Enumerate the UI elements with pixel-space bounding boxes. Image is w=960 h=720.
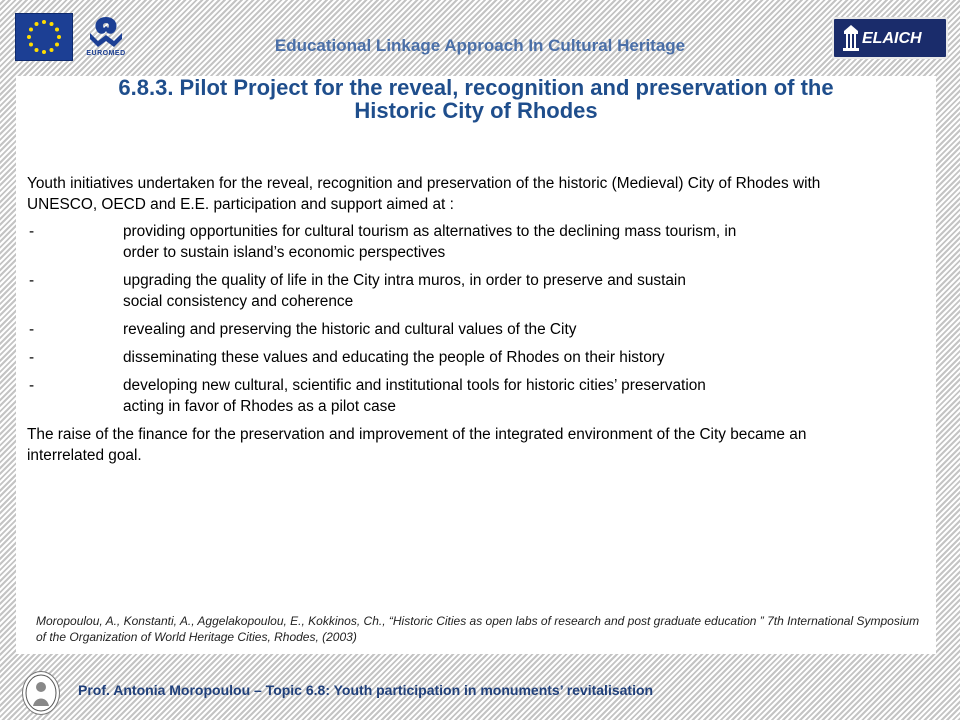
bullet-item [27, 270, 887, 312]
header-title: Educational Linkage Approach In Cultural Heritage [274, 36, 686, 55]
bullet-dash: - [29, 272, 35, 289]
bullet-item [27, 319, 887, 340]
bullet-dash: - [29, 223, 35, 240]
footer-text: Prof. Antonia Moropoulou – Topic 6.8: Youth participation in monuments’ revitalisation [78, 682, 654, 698]
bullet-dash: - [29, 377, 35, 394]
elaich-logo [832, 17, 948, 59]
slide-title-line-2: Historic City of Rhodes [354, 98, 598, 123]
content-panel [16, 76, 936, 654]
bullet-text [123, 221, 887, 263]
reference-citation: Moropoulou, A., Konstanti, A., Aggelakopoulou, E., Kokkinos, Ch., “Historic Cities as open labs of research and post graduate education ” 7th International Symposium of the Organization of World Heritage Cities, Rhodes, (2003) [36, 614, 920, 644]
bullet-item [27, 347, 887, 368]
slide-title [26, 76, 926, 122]
euromed-logo [80, 13, 132, 61]
bullet-item [27, 375, 887, 417]
euromed-logo-label: EUROMED [86, 50, 126, 57]
bullet-line: order to sustain island’s economic perspectives [123, 244, 446, 261]
closing-paragraph: The raise of the finance for the preservation and improvement of the integrated environment of the City became an interrelated goal. [27, 426, 807, 464]
bullet-text [123, 319, 887, 340]
bullet-line: social consistency and coherence [123, 293, 354, 310]
bullet-text [123, 375, 887, 417]
bullet-text [123, 347, 887, 368]
bullet-line: developing new cultural, scientific and institutional tools for historic cities’ preservation [123, 377, 706, 394]
bullet-line: upgrading the quality of life in the City intra muros, in order to preserve and sustain [123, 272, 686, 289]
slide-footer [0, 660, 960, 720]
bullet-line: disseminating these values and educating the people of Rhodes on their history [123, 349, 665, 366]
bullet-line: revealing and preserving the historic and cultural values of the City [123, 321, 577, 338]
slide-body [27, 173, 887, 472]
bullet-line: providing opportunities for cultural tourism as alternatives to the declining mass tourism, in [123, 223, 737, 240]
intro-paragraph: Youth initiatives undertaken for the reveal, recognition and preservation of the historic (Medieval) City of Rhodes with UNESCO, OECD and E.E. participation and support aimed at : [27, 175, 821, 213]
bullet-text [123, 270, 887, 312]
slide-header [0, 0, 960, 76]
elaich-logo-label: ELAICH [862, 30, 922, 47]
university-seal-icon [22, 671, 60, 715]
bullet-dash: - [29, 349, 35, 366]
bullet-item [27, 221, 887, 263]
bullet-line: acting in favor of Rhodes as a pilot case [123, 398, 396, 415]
slide-title-line-1: 6.8.3. Pilot Project for the reveal, recognition and preservation of the [118, 75, 834, 100]
eu-flag-logo [15, 13, 73, 61]
bullet-dash: - [29, 321, 35, 338]
